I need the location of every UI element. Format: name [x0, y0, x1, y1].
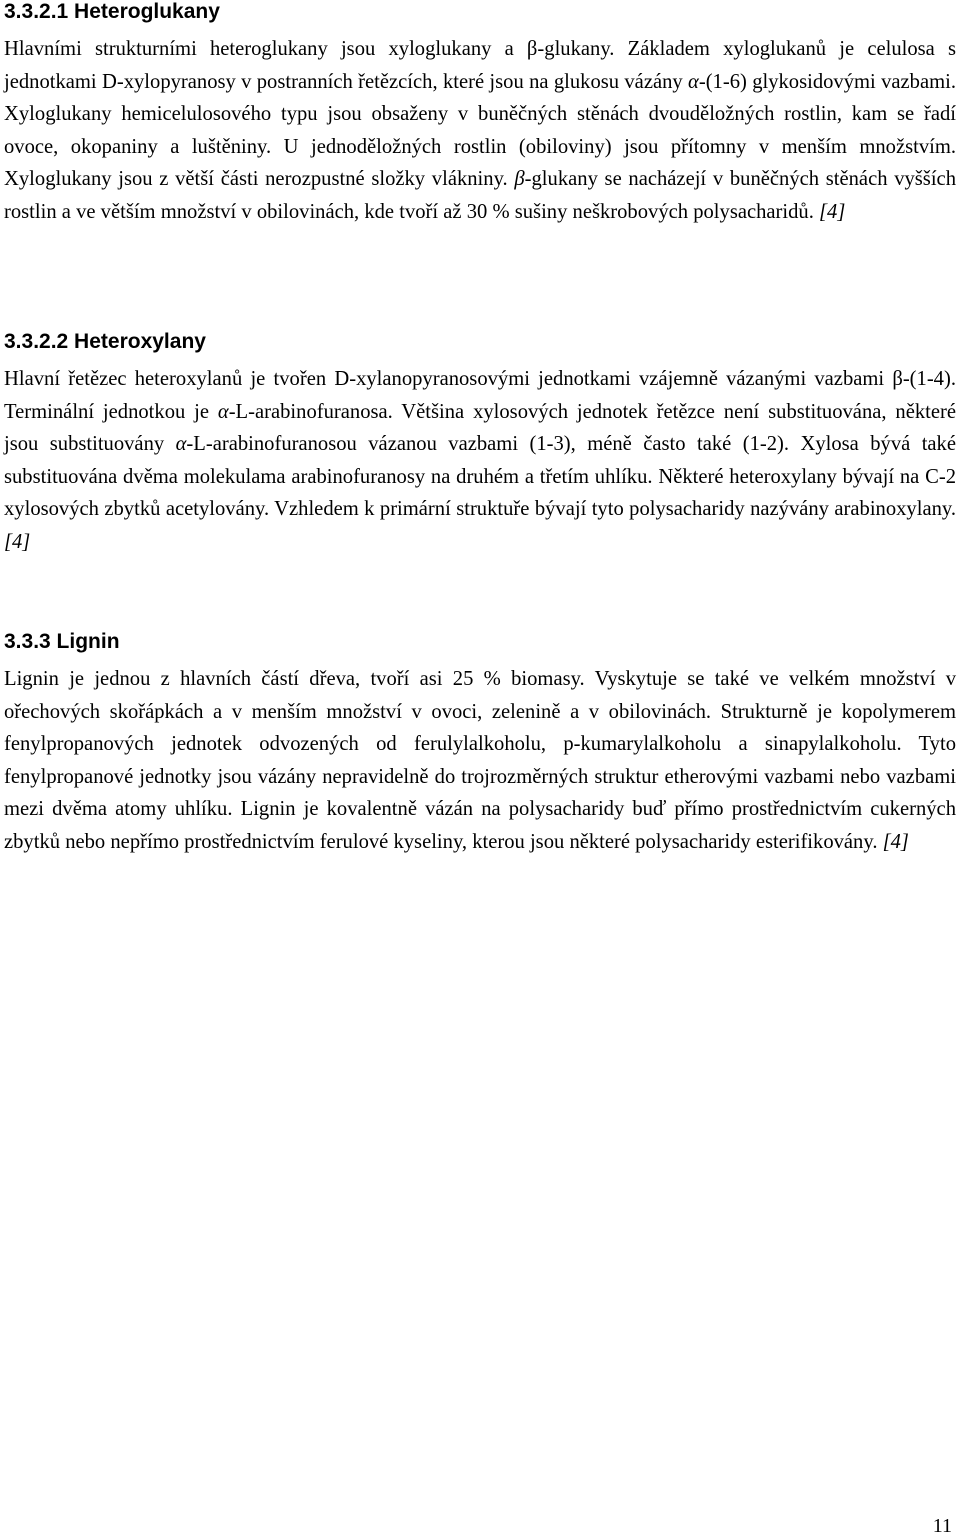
citation-reference: [4] [819, 200, 846, 223]
text-run: -L-arabinofuranosa. Většina xylosových jednotek řetězce není substituována, některé jsou substituovány [4, 400, 956, 456]
section-paragraph [4, 33, 956, 229]
text-run: Hlavní řetězec heteroxylanů je tvořen D-xylanopyranosovými jednotkami vzájemně vázanými vazbami β-(1-4). Terminální jednotkou je [4, 368, 956, 423]
text-run: -(1-6) glykosidovými vazbami. Xyloglukany hemicelulosového typu jsou obsaženy v buněčných stěnách dvouděložných rostlin, kam se řadí ovoce, okopaniny a luštěniny. U jednoděložných rostlin (obiloviny) jsou přítomny v menším množstvím. Xyloglukany jsou z větší části nerozpustné složky vlákniny. [4, 70, 956, 191]
text-run: Hlavními strukturními heteroglukany jsou xyloglukany a β-glukany. Základem xyloglukanů je celulosa s jednotkami D-xylopyranosy v postranních řetězcích, které jsou na glukosu vázány [4, 38, 956, 93]
section-heading: 3.3.2.1 Heteroglukany [4, 0, 220, 23]
greek-symbol: α [688, 70, 699, 93]
section-lignin [4, 630, 956, 859]
citation-reference: [4] [4, 530, 31, 553]
text-run: -glukany se nacházejí v buněčných stěnách vyšších rostlin a ve větším množství v obilovinách, kde tvoří až 30 % sušiny neškrobových polysacharidů. [4, 168, 956, 223]
citation-reference: [4] [882, 830, 909, 853]
greek-symbol: β [514, 168, 525, 191]
section-paragraph [4, 663, 956, 859]
greek-symbol: α [175, 433, 187, 456]
section-paragraph [4, 363, 956, 559]
section-heading: 3.3.2.2 Heteroxylany [4, 330, 206, 353]
greek-symbol: α [217, 400, 229, 423]
section-heading: 3.3.3 Lignin [4, 630, 120, 653]
section-heteroxylany [4, 330, 956, 559]
page-number: 11 [932, 1515, 952, 1537]
text-run: Lignin je jednou z hlavních částí dřeva, tvoří asi 25 % biomasy. Vyskytuje se také ve velkém množství v ořechových skořápkách a v menším množství v ovoci, zelenině a v obilovinách. Strukturně je kopolymerem fenylpropanových jednotek odvozených od ferulylalkoholu, p-kumarylalkoholu a sinapylalkoholu. Tyto fenylpropanové jednotky jsou vázány nepravidelně do trojrozměrných struktur etherovými vazbami nebo vazbami mezi dvěma atomy uhlíku. Lignin je kovalentně vázán na polysacharidy buď přímo prostřednictvím cukerných zbytků nebo nepřímo prostřednictvím ferulové kyseliny, kterou jsou některé polysacharidy esterifikovány. [4, 668, 956, 853]
section-heteroglukany [4, 0, 956, 229]
text-run: -L-arabinofuranosou vázanou vazbami (1-3), méně často také (1-2). Xylosa bývá také substituována dvěma molekulama arabinofuranosy na druhém a třetím uhlíku. Některé heteroxylany bývají na C-2 xylosových zbytků acetylovány. Vzhledem k primární struktuře bývají tyto polysacharidy nazývány arabinoxylany. [4, 433, 956, 521]
